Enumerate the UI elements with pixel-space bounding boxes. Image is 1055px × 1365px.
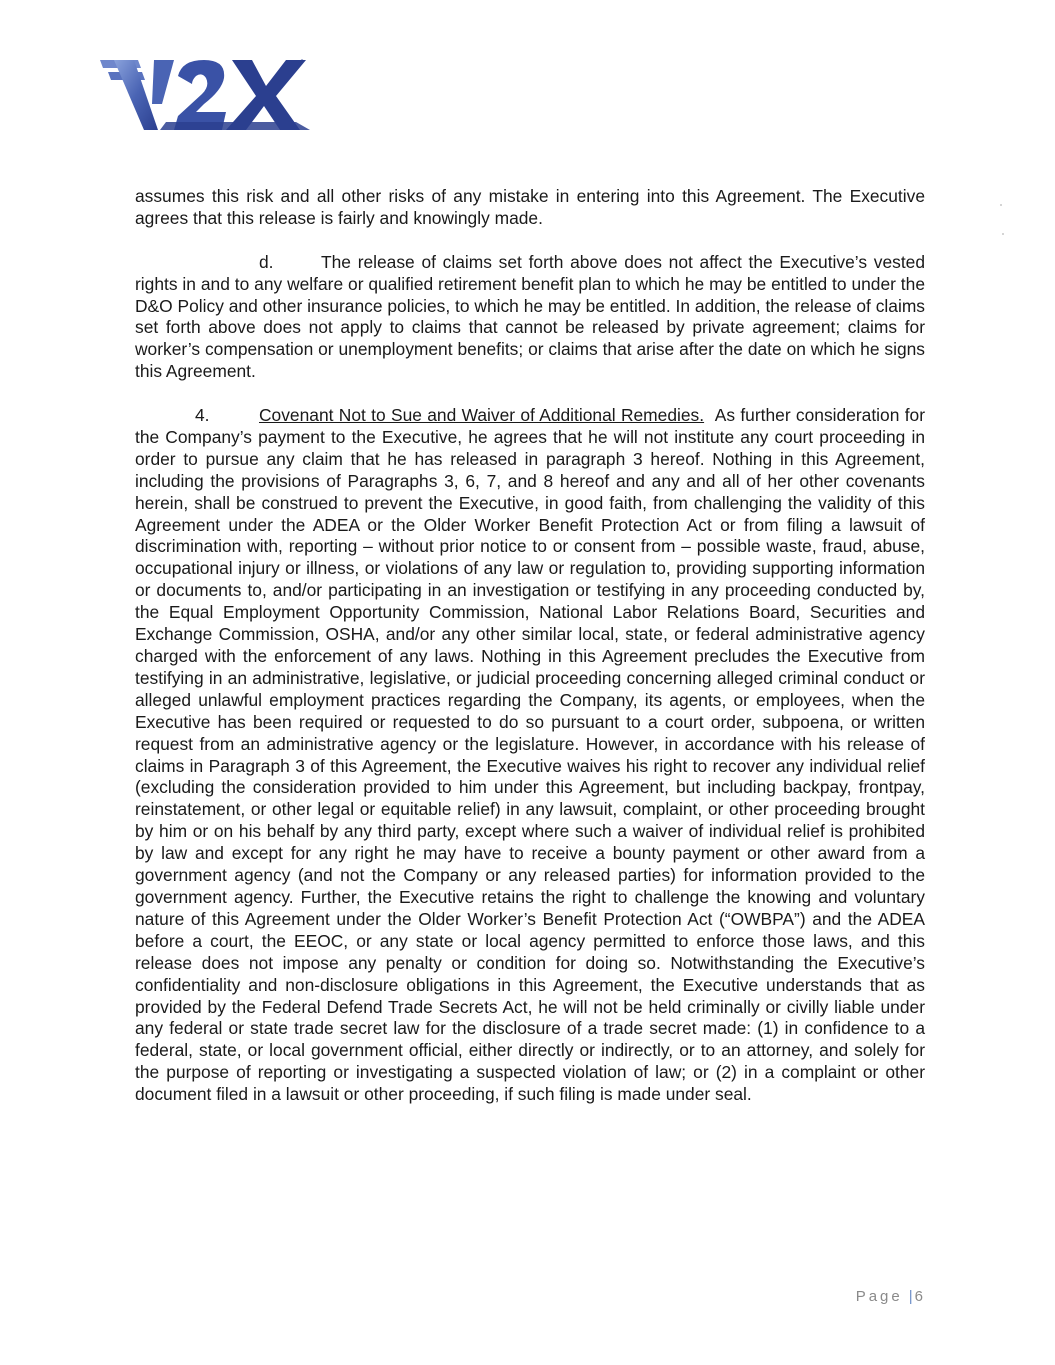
document-body (135, 186, 925, 1128)
page-number: 6 (914, 1288, 923, 1305)
company-logo (100, 56, 315, 136)
page-word: Page (855, 1288, 903, 1305)
paragraph-d-label: d. (259, 251, 274, 272)
page-footer (856, 1288, 923, 1305)
paragraph-4-heading: Covenant Not to Sue and Waiver of Additional Remedies. (259, 405, 705, 426)
paragraph-d-text: The release of claims set forth above does not affect the Executive’s vested rights in and to any welfare or qualified retirement benefit plan to which he may be entitled to under the D&O Policy and other insurance policies, to which he may be entitled. In addition, the release of claims set forth above does not apply to claims that cannot be released by private agreement; claims for worker’s compensation or unemployment benefits; or claims that arise after the date on which he signs this Agreement. (135, 251, 925, 382)
paragraph-4-number: 4. (195, 405, 210, 426)
paragraph-4-text: As further consideration for the Company’s payment to the Executive, he agrees that he will not institute any court proceeding in order to pursue any claim that he has released in paragraph 3 hereof. Nothing in this Agreement, including the provisions of Paragraphs 3, 6, 7, and 8 hereof and any and all of her other covenants herein, shall be construed to prevent the Executive, in good faith, from challenging the validity of this Agreement under the ADEA or the Older Worker Benefit Protection Act or from filing a lawsuit of discrimination with, reporting – without prior notice to or consent from – possible waste, fraud, abuse, occupational injury or illness, or violations of any law or regulation to, providing supporting information or documents to, and/or participating in an investigation or testifying in any proceeding conducted by, the Equal Employment Opportunity Commission, National Labor Relations Board, Securities and Exchange Commission, OSHA, and/or any other similar local, state, or federal administrative agency charged with the enforcement of any laws. Nothing in this Agreement precludes the Executive from testifying in an administrative, legislative, or judicial proceeding concerning alleged criminal conduct or alleged unlawful employment practices regarding the Company, its agents, or employees, when the Executive has been required or requested to do so pursuant to a court order, subpoena, or written request from an administrative agency or the legislature. However, in accordance with his release of claims in Paragraph 3 of this Agreement, the Executive waives his right to recover any individual relief (excluding the consideration provided to him under this Agreement, but including backpay, frontpay, reinstatement, or other legal or equitable relief) in any lawsuit, complaint, or other proceeding brought by him or on his behalf by any third party, except where such a waiver of individual relief is prohibited by law and except for any right he may have to receive a bounty payment or other award from a government agency (and not the Company or any released parties) for information provided to the government agency. Further, the Executive retains the right to challenge the knowing and voluntary nature of this Agreement under the Older Worker’s Benefit Protection Act (“OWBPA”) and the ADEA before a court, the EEOC, or any state or local agency permitted to enforce those laws, and this release does not impose any penalty or condition for doing so. Notwithstanding the Executive’s confidentiality and non-disclosure obligations in this Agreement, the Executive understands that as provided by the Federal Defend Trade Secrets Act, he will not be held criminally or civilly liable under any federal or state trade secret law for the disclosure of a trade secret made: (1) in confidence to a federal, state, or local government official, either directly or indirectly, or to an attorney, and solely for the purpose of reporting or investigating a suspected violation of law; or (2) in a complaint or other document filed in a lawsuit or other proceeding, if such filing is made under seal. (135, 405, 925, 1105)
paragraph-d (135, 252, 925, 383)
scan-speck (1002, 233, 1004, 235)
paragraph-4 (135, 405, 925, 1106)
scan-speck (1000, 204, 1002, 206)
paragraph-continuation: assumes this risk and all other risks of any mistake in entering into this Agreement. The Executive agrees that this release is fairly and knowingly made. (135, 186, 925, 228)
page-separator: | (908, 1288, 913, 1305)
